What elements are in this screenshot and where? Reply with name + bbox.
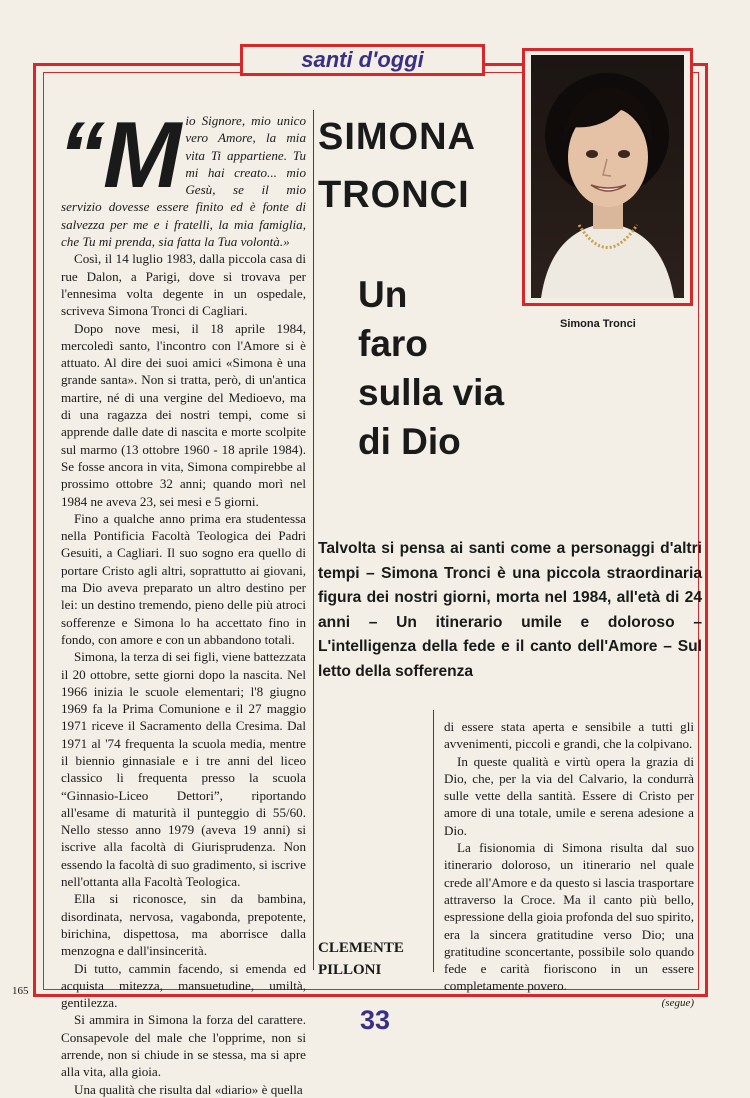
rubric-header <box>240 44 485 76</box>
portrait-photo <box>531 55 684 298</box>
title-line: TRONCI <box>318 174 470 216</box>
body-paragraph: Dopo nove mesi, il 18 aprile 1984, mercoledì santo, l'incontro con l'Amore si è attuato. Al dire dei suoi amici «Simona è una grande santa». Non si tratta, però, di un'antica martire, né di una vergine del Medioevo, ma di una ragazza dei nostri tempi, come si apprende dalle date di nascita e morte scolpite sul marmo (13 ottobre 1960 - 18 aprile 1984). Se fosse ancora in vita, Simona compirebbe al prossimo ottobre 32 anni; quando morì nel 1984 ne aveva 23, sei mesi e 5 giorni. <box>61 320 306 509</box>
article-column-right <box>444 718 694 1012</box>
body-paragraph: Simona, la terza di sei figli, viene battezzata il 20 ottobre, sette giorni dopo la nascita. Nel 1966 inizia le scuole elementari; l'8 giugno 1969 fa la Prima Comunione e il 27 maggio 1971 riceve il Sacramento della Cresima. Dal 1971 al '74 frequenta la scuola media, mentre il biennio ginnasiale e i tre anni del liceo classico li frequenta presso la scuola “Ginnasio-Liceo Dettori”, riportando all'esame di maturità il punteggio di 55/60. Nello stesso anno 1979 (aveva 19 anni) si iscrive alla facoltà di Giurisprudenza. Non essendo la facoltà di suo gradimento, si iscrive nell'ottanta alla Facoltà Teologica. <box>61 649 306 890</box>
article-title <box>318 108 528 224</box>
body-paragraph: Si ammira in Simona la forza del carattere. Consapevole del male che l'opprime, non si arrende, non si chiude in se stessa, ma si apre alla vita, alla gioia. <box>61 1012 306 1080</box>
subtitle-line: di Dio <box>358 421 461 462</box>
body-paragraph: Così, il 14 luglio 1983, dalla piccola casa di rue Dalon, a Parigi, dove si trovava per l'ennesima volta degente in un ospedale, scriveva Simona Tronci di Cagliari. <box>61 251 306 319</box>
column-rule <box>313 110 314 970</box>
title-line: SIMONA <box>318 116 476 158</box>
body-paragraph: di essere stata aperta e sensibile a tutti gli avvenimenti, piccoli e grandi, che la colpivano. <box>444 719 694 752</box>
portrait-illustration <box>531 55 684 298</box>
intro-paragraph <box>58 102 306 250</box>
body-paragraph: La fisionomia di Simona risulta dal suo itinerario doloroso, un itinerario nel quale crede all'Amore e da questo si lascia trasportare attraverso la Croce. Ma il canto più bello, espressione della gioia profonda del suo spirito, era la sincera gratitudine verso Dio; una gratitudine sconcertante, possibile solo quando fede e carità fioriscono in un essere completamente povero. <box>444 840 694 994</box>
photo-caption: Simona Tronci <box>560 318 636 330</box>
author-line: CLEMENTE <box>318 940 404 956</box>
author-line: PILLONI <box>318 962 382 978</box>
body-paragraph: Di tutto, cammin facendo, si emenda ed acquista mitezza, mansuetudine, umiltà, gentilezza. <box>61 960 306 1011</box>
body-paragraph: In queste qualità e virtù opera la grazia di Dio, che, per la via del Calvario, la condurrà sulle vette della santità. Essere di Cristo per amore di una totale, umile e serena adesione a Dio. <box>444 753 694 838</box>
rubric-label: santi d'oggi <box>301 47 424 72</box>
body-paragraph: Fino a qualche anno prima era studentessa nella Pontificia Facoltà Teologica dei Padri Gesuiti, a Cagliari. Il suo sogno era quello di portare Cristo agli altri, soprattutto ai giovani, ma Dio aveva preparato un altro destino per lei: un destino tremendo, pieno delle più atroci sofferenze e Simona lo ha accettato fino in fondo, con amore e con un abbandono totali. <box>61 510 306 647</box>
article-column-left <box>58 102 306 1098</box>
subtitle-line: Un <box>358 274 408 315</box>
intro-text: io Signore, mio unico vero Amore, la mia vita Ti appartiene. Tu mi hai creato... mio Gesù, se il mio servizio dovesse essere finito ed è fonte di salvezza per me e i fratelli, la mia famiglia, che Tu mi prenda, sia fatta la Tua volontà.» <box>61 113 306 250</box>
lead-paragraph: Talvolta si pensa ai santi come a personaggi d'altri tempi – Simona Tronci è una piccola straordinaria figura dei nostri giorni, morta nel 1984, all'età di 24 anni – Un itinerario umile e doloroso – L'intelligenza della fede e il canto dell'Amore – Sul letto della sofferenza <box>318 540 702 680</box>
author-byline <box>318 937 428 981</box>
subtitle-line: faro <box>358 323 428 364</box>
column-rule <box>433 710 434 972</box>
body-paragraph: Ella si riconosce, sin da bambina, disordinata, nervosa, vagabonda, prepotente, birichina, dispettosa, ma aborrisce dalla menzogna e dall'insincerità. <box>61 891 306 959</box>
continued-note: (segue) <box>661 996 694 1009</box>
subtitle-line: sulla via <box>358 372 505 413</box>
folio-number: 165 <box>12 985 29 997</box>
drop-cap: “M <box>58 102 180 207</box>
body-paragraph: Una qualità che risulta dal «diario» è quella <box>74 1081 303 1097</box>
page-number: 33 <box>359 1005 391 1035</box>
